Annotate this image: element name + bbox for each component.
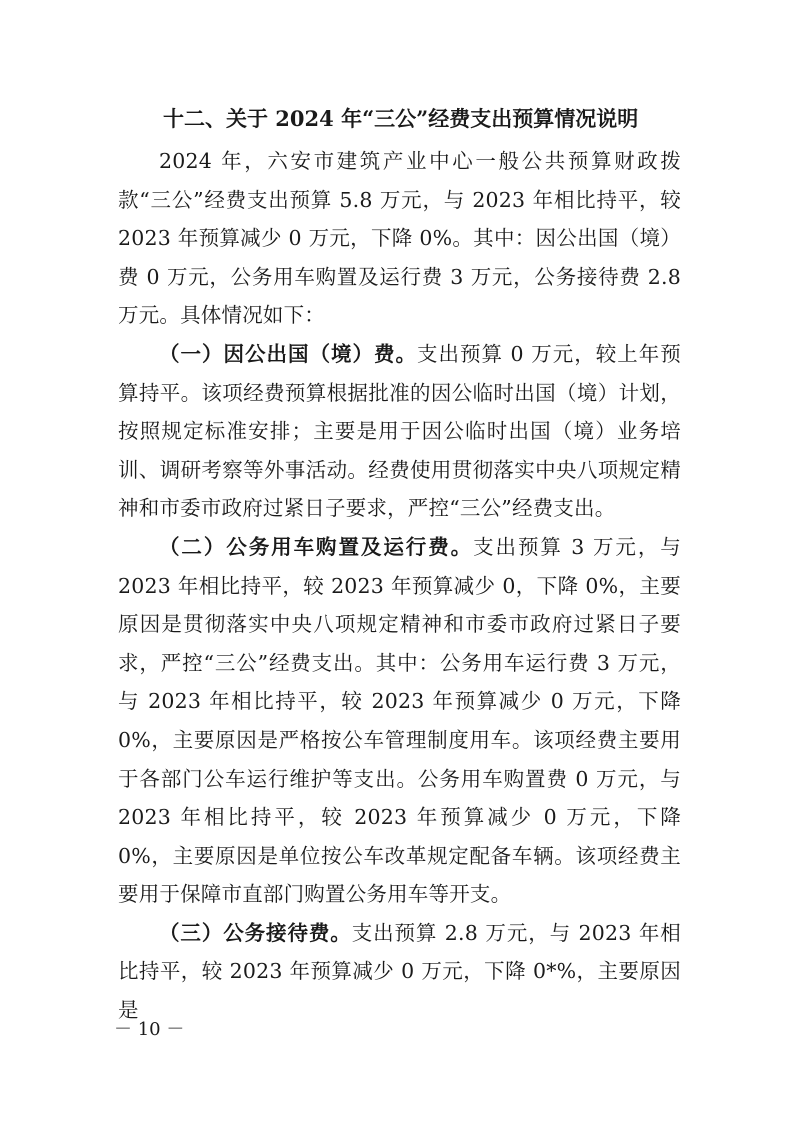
paragraph-vehicle-costs (118, 528, 681, 914)
paragraph-overseas-travel-text: 支出预算 0 万元，较上年预算持平。该项经费预算根据批准的因公临时出国（境）计划，按照规定标准安排；主要是用于因公临时出国（境）业务培训、调研考察等外事活动。经费使用贯彻落实中央八项规定精神和市委市政府过紧日子要求，严控“三公”经费支出。 (118, 341, 681, 521)
paragraph-reception-costs (118, 914, 681, 1030)
section-title: 十二、关于 2024 年“三公”经费支出预算情况说明 (163, 106, 639, 131)
paragraph-summary-text: 2024 年，六安市建筑产业中心一般公共预算财政拨款“三公”经费支出预算 5.8 万元，与 2023 年相比持平，较 2023 年预算减少 0 万元，下降 0%。其中：因公出国（境）费 0 万元，公务用车购置及运行费 3 万元，公务接待费 2.8 万元。具体情况如下： (118, 149, 681, 328)
paragraph-summary (118, 142, 681, 335)
paragraph-vehicle-costs-heading: （二）公务用车购置及运行费。 (159, 534, 474, 559)
paragraph-reception-costs-heading: （三）公务接待费。 (159, 920, 352, 945)
paragraph-overseas-travel-heading: （一）因公出国（境）费。 (159, 341, 418, 366)
paragraph-overseas-travel (118, 335, 681, 528)
page-number: － 10 － (114, 1019, 185, 1040)
paragraph-reception-costs-text: 支出预算 2.8 万元，与 2023 年相比持平，较 2023 年预算减少 0 万元，下降 0*%，主要原因是 (118, 920, 681, 1023)
body-text (118, 142, 681, 1030)
paragraph-vehicle-costs-text: 支出预算 3 万元，与 2023 年相比持平，较 2023 年预算减少 0，下降 0%，主要原因是贯彻落实中央八项规定精神和市委市政府过紧日子要求，严控“三公”经费支出。其中：公务用车运行费 3 万元，与 2023 年相比持平，较 2023 年预算减少 0 万元，下降 0%，主要原因是严格按公车管理制度用车。该项经费主要用于各部门公车运行维护等支出。公务用车购置费 0 万元，与 2023 年相比持平，较 2023 年预算减少 0 万元，下降 0%，主要原因是单位按公车改革规定配备车辆。该项经费主要用于保障市直部门购置公务用车等开支。 (118, 534, 681, 907)
